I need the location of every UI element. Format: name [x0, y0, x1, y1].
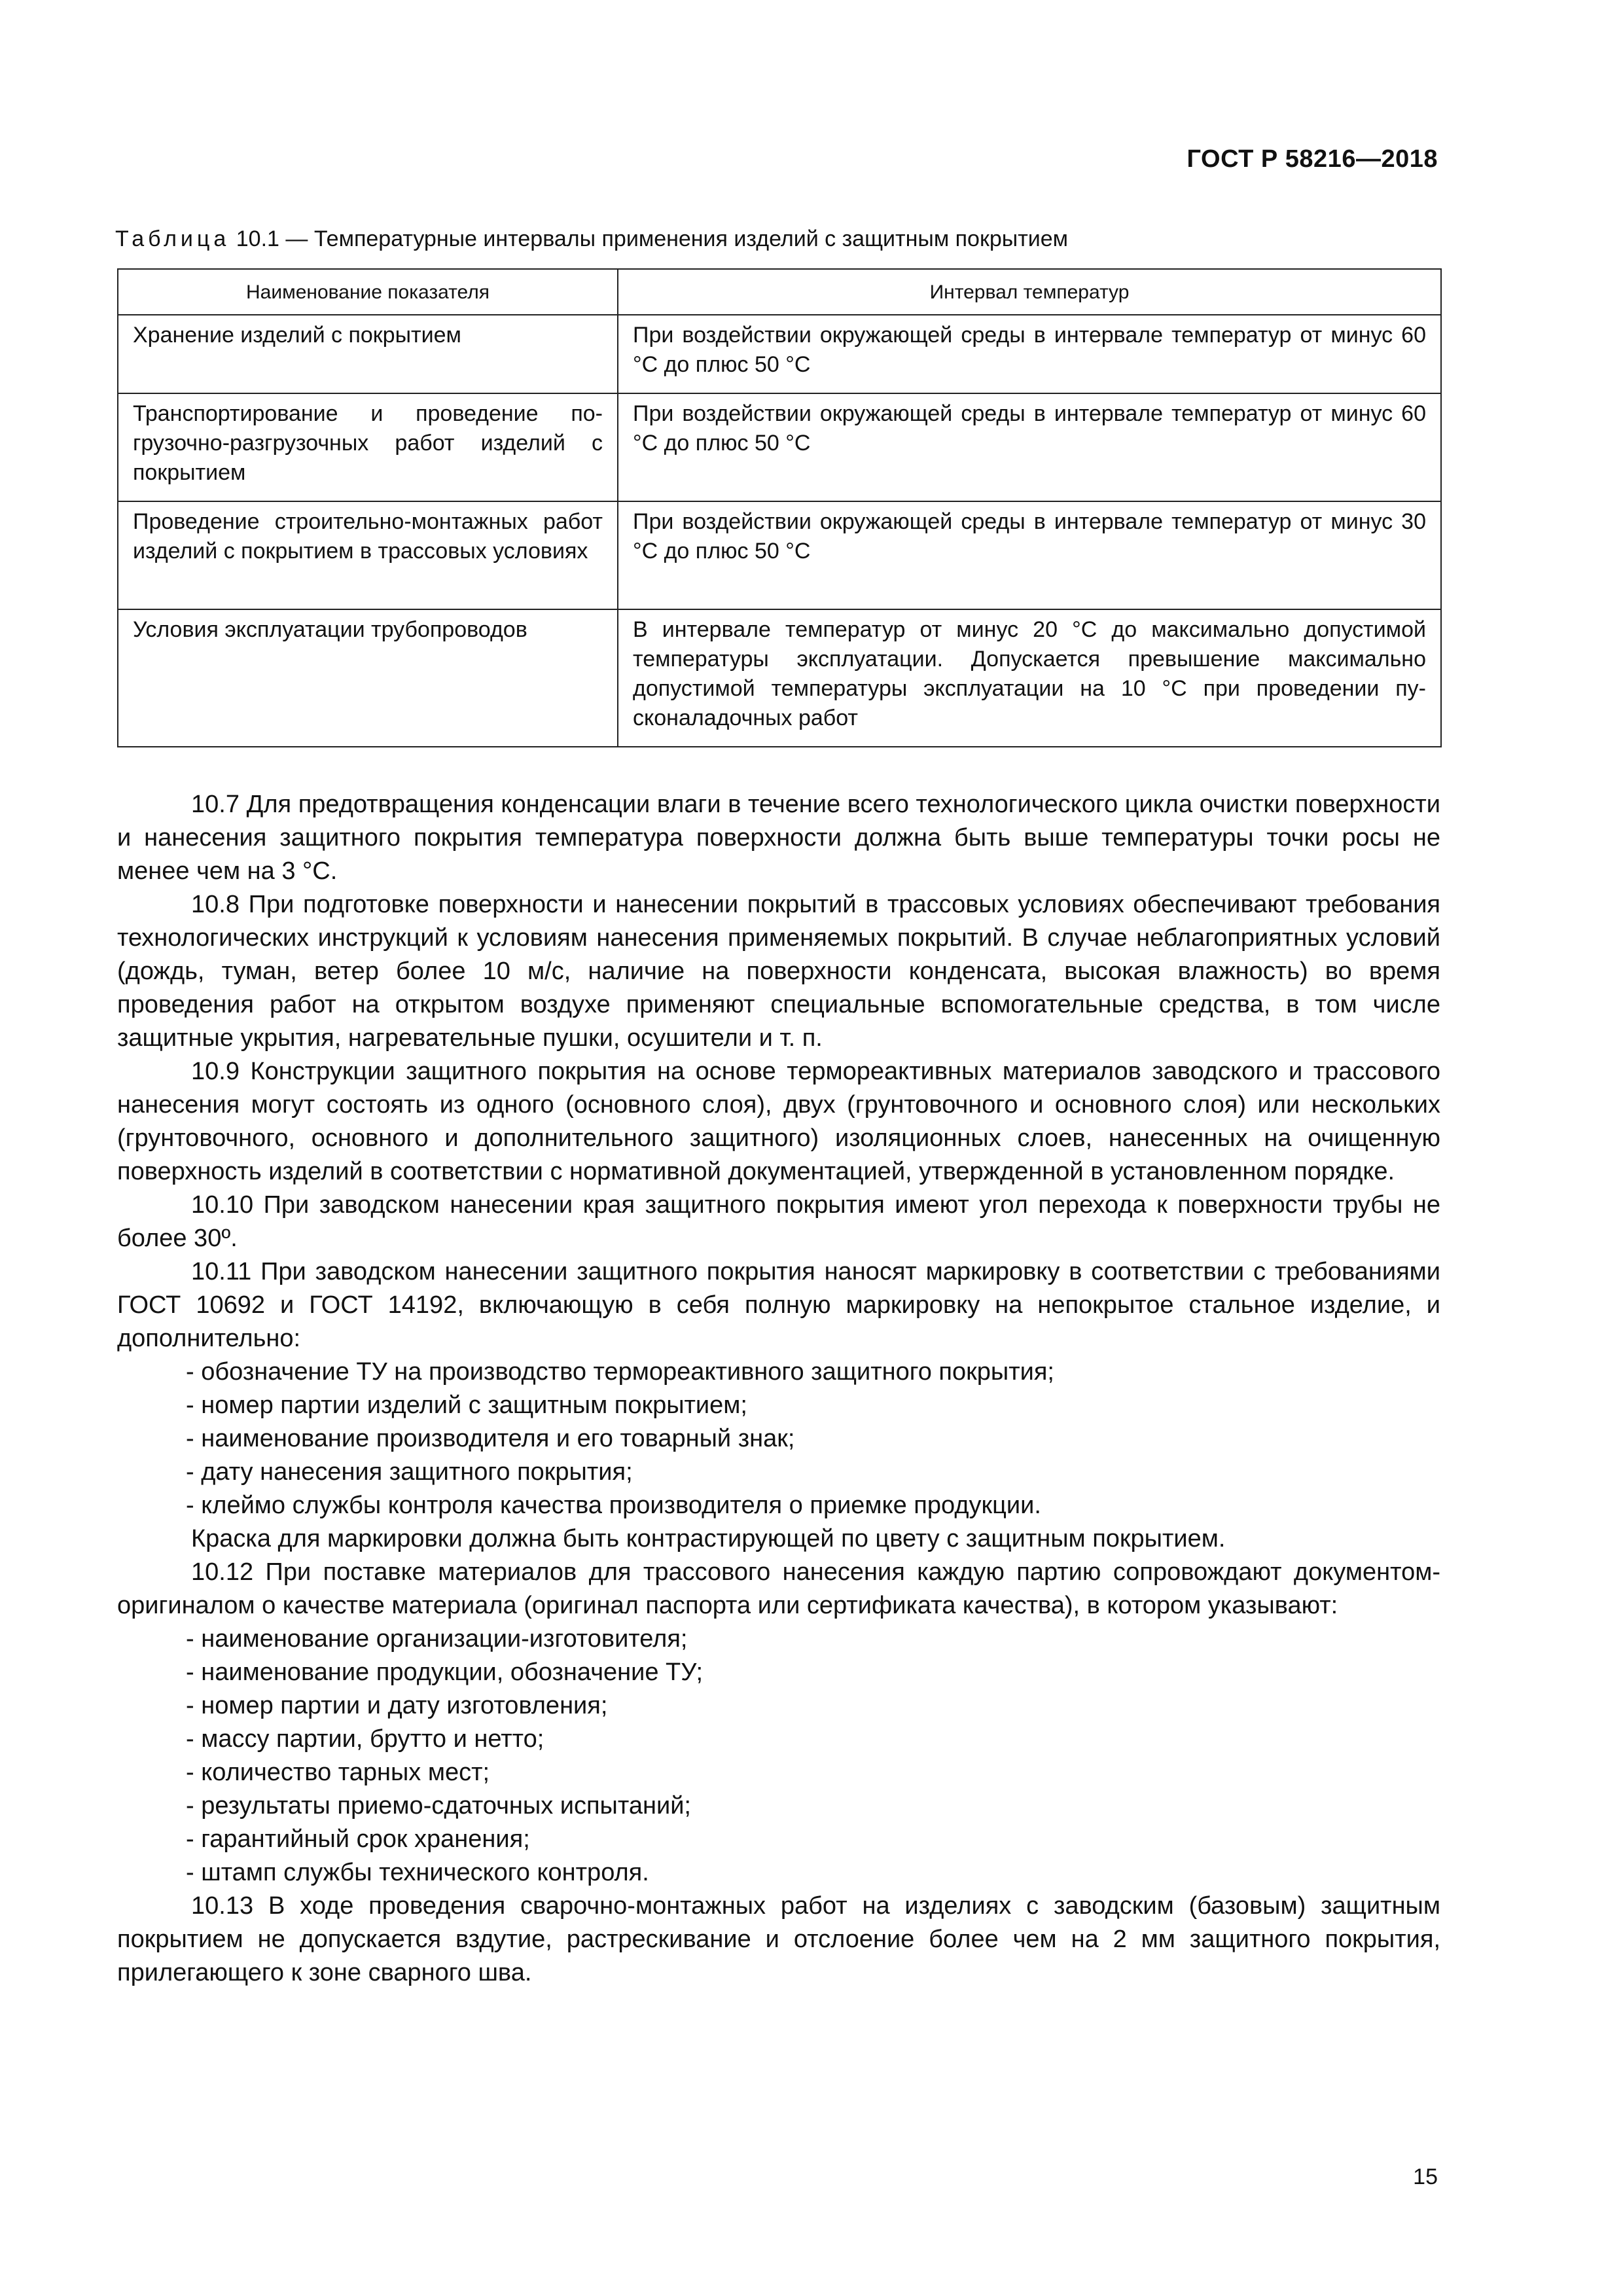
table-cell-interval: При воздействии окружающей среды в интервале температур от минус 30 °С до плюс 50 °С [618, 501, 1441, 609]
list-item: - результаты приемо-сдаточных испытаний; [186, 1789, 1440, 1823]
list-item: - количество тарных мест; [186, 1756, 1440, 1789]
list-item: - клеймо службы контроля качества производителя о приемке продукции. [186, 1489, 1440, 1522]
list-item: - массу партии, брутто и нетто; [186, 1723, 1440, 1756]
list-item: - наименование производителя и его товарный знак; [186, 1422, 1440, 1456]
column-header-interval: Интервал температур [618, 269, 1441, 315]
list-item: - штамп службы технического контроля. [186, 1856, 1440, 1890]
table-cell-interval: При воздействии окружающей среды в интервале температур от минус 60 °С до плюс 50 °С [618, 315, 1441, 393]
table-row [118, 501, 1441, 609]
page-number: 15 [1413, 2164, 1438, 2189]
table-cell-indicator: Условия эксплуатации трубопроводов [118, 609, 618, 747]
temperature-intervals-table [117, 268, 1442, 747]
paragraph-10-13: 10.13 В ходе проведения сварочно-монтажных работ на изделиях с заводским (базовым) защитным покрытием не допускается вздутие, растрескивание и отслоение более чем на 2 мм защитного покрытия, прилегающего к зоне сварного шва. [117, 1892, 1440, 1986]
column-header-indicator: Наименование показателя [118, 269, 618, 315]
list-item: - наименование организации-изготовителя; [186, 1623, 1440, 1656]
table-cell-indicator: Хранение изделий с покрытием [118, 315, 618, 393]
paragraph-10-7: 10.7 Для предотвращения конденсации влаги в течение всего технологического цикла очистки поверхности и нанесения защитного покрытия температура поверхности должна быть выше температуры точки росы не менее чем на 3 °С. [117, 791, 1440, 885]
table-row [118, 315, 1441, 393]
paragraph-10-12: 10.12 При поставке материалов для трассового нанесения каждую партию сопровождают документом-оригиналом о качестве материала (оригинал паспорта или сертификата качества), в котором указывают: [117, 1558, 1440, 1619]
list-item: - номер партии изделий с защитным покрытием; [186, 1389, 1440, 1422]
table-row [118, 393, 1441, 501]
table-cell-indicator: Транспортирование и проведение погрузочно-разгрузочных работ изделий с покрытием [118, 393, 618, 501]
paragraph-10-10: 10.10 При заводском нанесении края защитного покрытия имеют угол перехода к поверхности трубы не более 30º. [117, 1191, 1440, 1252]
list-item: - наименование продукции, обозначение ТУ; [186, 1656, 1440, 1689]
paragraph-10-8: 10.8 При подготовке поверхности и нанесении покрытий в трассовых условиях обеспечивают требования технологических инструкций к условиям нанесения применяемых покрытий. В случае неблагоприятных условий (дождь, туман, ветер более 10 м/с, наличие на поверхности конденсата, высокая влажность) во время проведения работ на открытом воздухе применяют специальные вспомогательные средства, в том числе защитные укрытия, нагревательные пушки, осушители и т. п. [117, 891, 1440, 1052]
table-cell-interval: В интервале температур от минус 20 °С до максимально допустимой температуры эксплуатации. Допускается превышение максимально допустимой температуры эксплуатации на 10 °С при проведении пусконаладочных работ [618, 609, 1441, 747]
list-item: - обозначение ТУ на производство термореактивного защитного покрытия; [186, 1355, 1440, 1389]
table-cell-indicator: Проведение строительно-монтажных работ изделий с покрытием в трассовых условиях [118, 501, 618, 609]
paragraph-10-11: 10.11 При заводском нанесении защитного покрытия наносят маркировку в соответствии с требованиями ГОСТ 10692 и ГОСТ 14192, включающую в себя полную маркировку на непокрытое стальное изделие, и дополнительно: [117, 1258, 1440, 1352]
list-item: - номер партии и дату изготовления; [186, 1689, 1440, 1723]
table-header-row [118, 269, 1441, 315]
document-code: ГОСТ Р 58216—2018 [1186, 145, 1438, 173]
marking-list [117, 1355, 1440, 1522]
paragraph-10-9: 10.9 Конструкции защитного покрытия на основе термореактивных материалов заводского и трассового нанесения могут состоять из одного (основного слоя), двух (грунтовочного и основного слоя) или нескольких (грунтовочного, основного и дополнительного защитного) изоляционных слоев, нанесенных на очищенную поверхность изделий в соответствии с нормативной документацией, утвержденной в установленном порядке. [117, 1058, 1440, 1185]
quality-document-list [117, 1623, 1440, 1890]
list-item: - дату нанесения защитного покрытия; [186, 1456, 1440, 1489]
table-caption-text: 10.1 — Температурные интервалы применения изделий с защитным покрытием [230, 226, 1069, 251]
list-item: - гарантийный срок хранения; [186, 1823, 1440, 1856]
table-caption [115, 226, 1068, 252]
paragraph-marking-paint: Краска для маркировки должна быть контрастирующей по цвету с защитным покрытием. [191, 1525, 1226, 1552]
table-caption-label: Таблица [115, 226, 230, 251]
body-text [117, 788, 1440, 1990]
table-row [118, 609, 1441, 747]
table-cell-interval: При воздействии окружающей среды в интервале температур от минус 60 °С до плюс 50 °С [618, 393, 1441, 501]
